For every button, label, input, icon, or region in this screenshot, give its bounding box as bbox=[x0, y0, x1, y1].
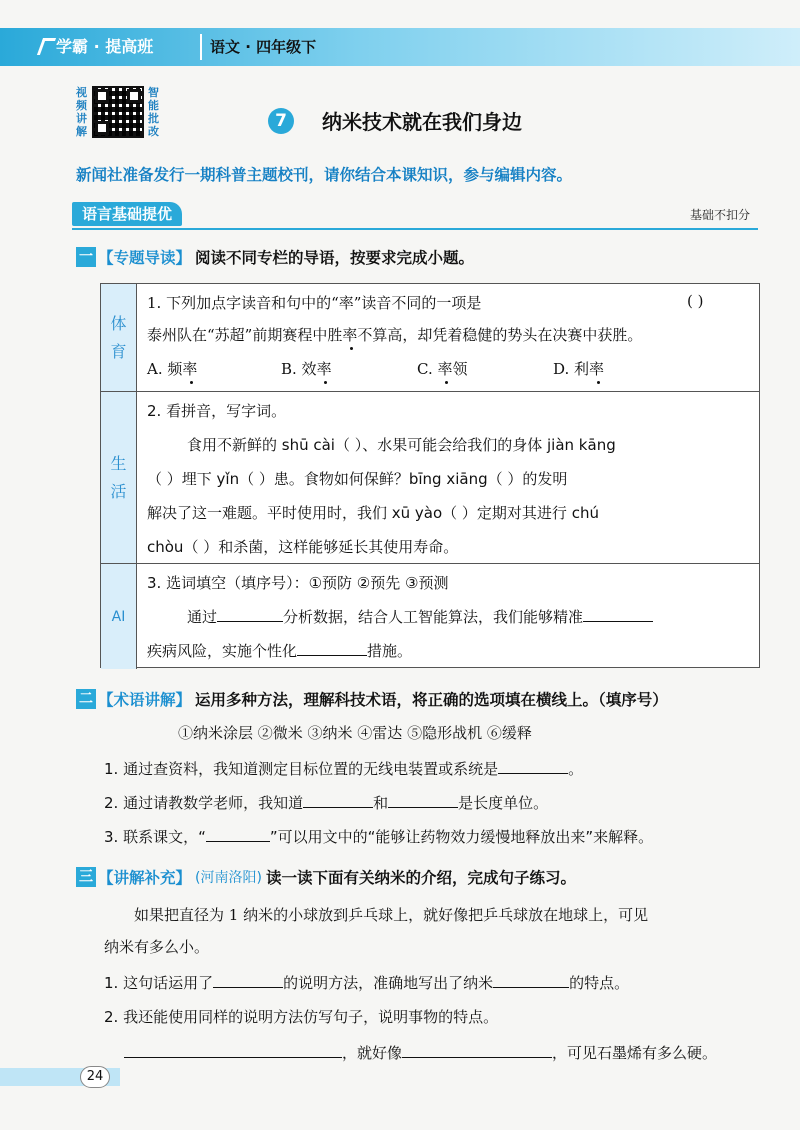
question-1-1-sentence: 泰州队在“苏超”前期赛程中胜率不算高，却凭着稳健的势头在决赛中获胜。 bbox=[147, 326, 643, 344]
table-row-sports bbox=[101, 284, 759, 392]
option-d[interactable]: D. 利率 bbox=[553, 360, 605, 378]
option-b[interactable]: B. 效率 bbox=[281, 360, 332, 378]
question-tag: 【讲解补充】 bbox=[98, 869, 192, 887]
header-divider bbox=[200, 34, 202, 60]
question-tag: 【专题导读】 bbox=[98, 249, 192, 267]
row-label: 生 活 bbox=[101, 392, 137, 563]
q2-item-1: 1. 通过查资料，我知道测定目标位置的无线电装置或系统是 。 bbox=[104, 760, 584, 778]
topic-table bbox=[100, 283, 760, 668]
answer-blank[interactable] bbox=[498, 758, 568, 774]
pinyin-line-3: 解决了这一难题。平时使用时，我们 xū yào（ ）定期对其进行 chú bbox=[147, 504, 599, 522]
answer-blank[interactable] bbox=[493, 972, 569, 988]
answer-blank[interactable] bbox=[388, 792, 458, 808]
question-number: 一 bbox=[76, 247, 96, 267]
table-row-life bbox=[101, 392, 759, 564]
answer-blank[interactable] bbox=[303, 792, 373, 808]
qr-code-icon[interactable] bbox=[92, 86, 144, 138]
q2-item-2: 2. 通过请教数学老师，我知道 和 是长度单位。 bbox=[104, 794, 549, 812]
answer-blank[interactable] bbox=[217, 606, 283, 622]
question-text: 阅读不同专栏的导语，按要求完成小题。 bbox=[195, 249, 475, 267]
pinyin-line-1: 食用不新鲜的 shū cài（ ）、水果可能会给我们的身体 jiàn kāng bbox=[187, 436, 616, 454]
fill-line-2: 疾病风险，实施个性化 措施。 bbox=[147, 642, 413, 660]
answer-blank[interactable] bbox=[402, 1042, 552, 1058]
pinyin-line-4: chòu（ ）和杀菌，这样能够延长其使用寿命。 bbox=[147, 538, 459, 556]
question-1-2-stem: 2. 看拼音，写字词。 bbox=[147, 402, 287, 420]
question-text: 读一读下面有关纳米的介绍，完成句子练习。 bbox=[265, 869, 576, 887]
series-logo: 学霸 · 提高班 bbox=[56, 34, 201, 60]
q3-item-1: 1. 这句话运用了 的说明方法，准确地写出了纳米 的特点。 bbox=[104, 974, 630, 992]
question-tag: 【术语讲解】 bbox=[98, 691, 192, 709]
answer-blank[interactable] bbox=[206, 826, 270, 842]
question-3-header bbox=[76, 866, 576, 888]
option-a[interactable]: A. 频率 bbox=[147, 360, 198, 378]
section-header bbox=[72, 200, 758, 230]
row-label: AI bbox=[101, 564, 137, 669]
question-location: (河南洛阳) bbox=[195, 870, 262, 886]
page-header bbox=[0, 0, 800, 70]
term-options: ①纳米涂层 ②微米 ③纳米 ④雷达 ⑤隐形战机 ⑥缓释 bbox=[178, 724, 532, 742]
q3-item-3: ，就好像 ，可见石墨烯有多么硬。 bbox=[124, 1042, 717, 1063]
fill-line-1: 通过 分析数据，结合人工智能算法，我们能够精准 bbox=[187, 606, 653, 627]
q3-item-2: 2. 我还能使用同样的说明方法仿写句子，说明事物的特点。 bbox=[104, 1008, 499, 1026]
qr-right-caption: 智能批改 bbox=[148, 86, 159, 138]
answer-blank[interactable] bbox=[213, 972, 283, 988]
passage-line-1: 如果把直径为 1 纳米的小球放到乒乓球上，就好像把乒乓球放在地球上，可见 bbox=[134, 906, 649, 924]
answer-blank[interactable] bbox=[583, 606, 653, 622]
passage-line-2: 纳米有多么小。 bbox=[104, 938, 210, 956]
question-text: 运用多种方法，理解科技术语，将正确的选项填在横线上。（填序号） bbox=[195, 691, 668, 709]
page-number: 24 bbox=[80, 1066, 110, 1088]
answer-blank[interactable] bbox=[297, 640, 367, 656]
pinyin-line-2: （ ）埋下 yǐn（ ）患。食物如何保鲜？bīng xiāng（ ）的发明 bbox=[147, 470, 568, 488]
lesson-title: 纳米技术就在我们身边 bbox=[322, 110, 522, 134]
question-1-header bbox=[76, 246, 474, 268]
intro-text: 新闻社准备发行一期科普主题校刊，请你结合本课知识，参与编辑内容。 bbox=[76, 166, 573, 184]
table-row-ai bbox=[101, 564, 759, 669]
option-c[interactable]: C. 率领 bbox=[417, 360, 468, 378]
answer-paren[interactable]: ( ) bbox=[687, 292, 704, 310]
question-number: 三 bbox=[76, 867, 96, 887]
answer-blank[interactable] bbox=[124, 1042, 342, 1058]
section-underline bbox=[72, 228, 758, 230]
section-note: 基础不扣分 bbox=[689, 208, 750, 222]
subject-label: 语文 · 四年级下 bbox=[210, 38, 317, 56]
question-1-3-stem: 3. 选词填空（填序号）：①预防 ②预先 ③预测 bbox=[147, 574, 449, 592]
question-number: 二 bbox=[76, 689, 96, 709]
question-2-header bbox=[76, 688, 668, 710]
section-label: 语言基础提优 bbox=[72, 202, 182, 226]
row-label: 体 育 bbox=[101, 284, 137, 391]
qr-left-caption: 视频讲解 bbox=[76, 86, 87, 138]
q2-item-3: 3. 联系课文，“ ”可以用文中的“能够让药物效力缓慢地释放出来”来解释。 bbox=[104, 828, 654, 846]
lesson-number-badge: 7 bbox=[268, 108, 294, 134]
question-1-1-stem: 1. 下列加点字读音和句中的“率”读音不同的一项是 bbox=[147, 294, 482, 312]
